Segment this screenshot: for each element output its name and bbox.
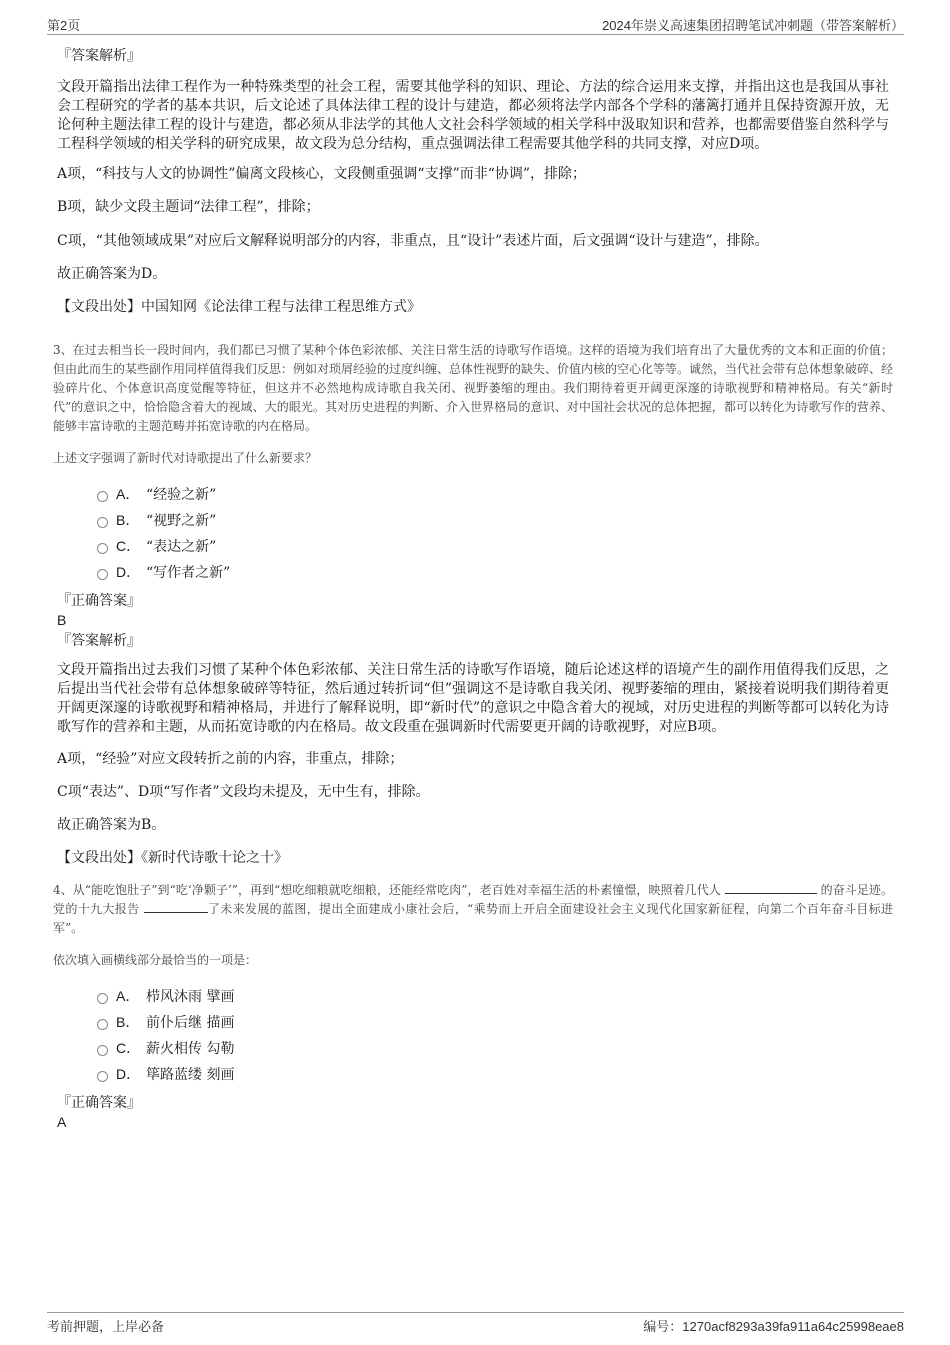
option-text: 前仆后继 描画 [146, 1015, 235, 1031]
q4-correct-label: 『正确答案』 [57, 1095, 141, 1111]
q3-option-cd-analysis: C项“表达”、D项“写作者”文段均未提及，无中生有，排除。 [57, 784, 430, 800]
option-text: 栉风沐雨 擘画 [146, 989, 235, 1005]
option-text: 薪火相传 勾勒 [146, 1041, 235, 1057]
prev-option-c-analysis: C项，“其他领域成果”对应后文解释说明部分的内容，非重点，且“设计”表述片面，后文强调“设计与建造”，排除。 [57, 233, 769, 249]
radio-icon[interactable] [97, 517, 108, 528]
option-text: “经验之新” [146, 487, 217, 503]
prev-source: 【文段出处】中国知网《论法律工程与法律工程思维方式》 [57, 299, 421, 315]
q4-option-a[interactable] [97, 983, 889, 1009]
fill-blank-1[interactable] [725, 881, 817, 894]
q4-option-c[interactable] [97, 1035, 889, 1061]
page-number: 第2页 [47, 18, 81, 33]
question-4-ask: 依次填入画横线部分最恰当的一项是： [53, 953, 258, 967]
page-footer [47, 1312, 904, 1337]
question-4-options [97, 983, 889, 1087]
q3-correct-answer: B [57, 612, 67, 628]
question-3 [53, 341, 893, 467]
question-4-text [53, 881, 893, 938]
radio-icon[interactable] [97, 1019, 108, 1030]
page-content [53, 46, 894, 1131]
document-title: 2024年崇义高速集团招聘笔试冲刺题（带答案解析） [602, 18, 904, 33]
question-3-text: 3、在过去相当长一段时间内，我们都已习惯了某种个体色彩浓郁、关注日常生活的诗歌写作语境。这样的语境为我们培育出了大量优秀的文本和正面的价值；但由此而生的某些副作用同样值得我们反思：例如对琐屑经验的过度纠缠、总体性视野的缺失、价值内核的空心化等等。诚然，当代社会带有总体想象破碎、经验碎片化、个体意识高度觉醒等特征，但这并不必然地构成诗歌自我关闭、视野萎缩的理由。我们期待着更开阔更深邃的诗歌视野和精神格局。有关“新时代”的意识之中，恰恰隐含着大的视域、大的眼光。其对历史进程的判断、介入世界格局的意识、对中国社会状况的总体把握，都可以转化为诗歌写作的营养、能够丰富诗歌的主题范畴并拓宽诗歌的内在格局。 [53, 343, 894, 433]
radio-icon[interactable] [97, 1045, 108, 1056]
q3-source: 【文段出处】《新时代诗歌十论之十》 [57, 850, 288, 866]
option-text: “表达之新” [146, 539, 217, 555]
radio-icon[interactable] [97, 491, 108, 502]
prev-option-b-analysis: B项，缺少文段主题词“法律工程”，排除； [57, 199, 320, 215]
q3-option-c[interactable] [97, 533, 889, 559]
prev-analysis-text: 文段开篇指出法律工程作为一种特殊类型的社会工程，需要其他学科的知识、理论、方法的综合运用来支撑，并指出这也是我国从事社会工程研究的学者的基本共识，后文论述了具体法律工程的设计与建造，都必须将法学内部各个学科的藩篱打通并且保持资源开放，无论何种主题法律工程的设计与建造，都必须从非法学的其他人文社会科学领域的相关学科中汲取知识和营养，也都需要借鉴自然科学与工程科学领域的相关学科的研究成果，故文段为总分结构，重点强调法律工程需要其他学科的共同支撑，对应D项。 [57, 79, 889, 152]
q4-text-part3: 了未来发展的蓝图，提出全面建成小康社会后，“乘势而上开启全面建设社会主义现代化国家新征程，向第二个百年奋斗目标进军”。 [53, 902, 893, 935]
option-letter: A． [116, 486, 140, 502]
q3-conclusion: 故正确答案为B。 [57, 817, 166, 833]
option-letter: C． [116, 538, 141, 554]
radio-icon[interactable] [97, 543, 108, 554]
option-letter: B． [116, 1014, 140, 1030]
option-letter: C． [116, 1040, 141, 1056]
prev-conclusion: 故正确答案为D。 [57, 266, 167, 282]
question-4 [53, 881, 893, 969]
q3-analysis-label: 『答案解析』 [57, 633, 141, 649]
question-3-options [97, 481, 889, 585]
footer-slogan: 考前押题，上岸必备 [47, 1319, 165, 1334]
fill-blank-2[interactable] [144, 900, 208, 913]
option-text: “写作者之新” [146, 565, 231, 581]
prev-analysis-label: 『答案解析』 [57, 48, 141, 64]
document-code: 编号：1270acf8293a39fa911a64c25998eae8 [643, 1319, 904, 1334]
q3-analysis-text: 文段开篇指出过去我们习惯了某种个体色彩浓郁、关注日常生活的诗歌写作语境，随后论述这样的语境产生的副作用值得我们反思，之后提出当代社会带有总体想象破碎等特征，然后通过转折词“但”强调这不是诗歌自我关闭、视野萎缩的理由，紧接着说明我们期待着更开阔更深邃的诗歌视野和精神格局，并进行了解释说明，即“新时代”的意识之中隐含着大的视域，对历史进程的判断等都可以转化为诗歌写作的营养和主题，从而拓宽诗歌的内在格局。故文段重在强调新时代需要更开阔的诗歌视野，对应B项。 [57, 662, 889, 735]
q4-option-d[interactable] [97, 1061, 889, 1087]
option-text: “视野之新” [146, 513, 217, 529]
q4-text-part1: 4、从“能吃饱肚子”到“吃‘净颗子’”，再到“想吃细粮就吃细粮，还能经常吃肉”，老百姓对幸福生活的朴素憧憬，映照着几代人 [53, 883, 721, 897]
page-header [47, 10, 904, 35]
question-3-ask: 上述文字强调了新时代对诗歌提出了什么新要求？ [53, 451, 318, 465]
q3-option-a-analysis: A项，“经验”对应文段转折之前的内容，非重点，排除； [57, 751, 404, 767]
q3-correct-label: 『正确答案』 [57, 593, 141, 609]
radio-icon[interactable] [97, 569, 108, 580]
radio-icon[interactable] [97, 1071, 108, 1082]
q4-text-part2: 的奋斗足迹。党的十九大报告 [53, 883, 893, 916]
q3-option-d[interactable] [97, 559, 889, 585]
option-letter: D． [116, 1066, 141, 1082]
q3-option-a[interactable] [97, 481, 889, 507]
q3-option-b[interactable] [97, 507, 889, 533]
prev-option-a-analysis: A项，“科技与人文的协调性”偏离文段核心，文段侧重强调“支撑”而非“协调”，排除； [57, 166, 587, 182]
option-text: 筚路蓝缕 刻画 [146, 1067, 235, 1083]
option-letter: A． [116, 988, 140, 1004]
radio-icon[interactable] [97, 993, 108, 1004]
q4-correct-answer: A [57, 1114, 67, 1130]
q4-option-b[interactable] [97, 1009, 889, 1035]
option-letter: B． [116, 512, 140, 528]
option-letter: D． [116, 564, 141, 580]
